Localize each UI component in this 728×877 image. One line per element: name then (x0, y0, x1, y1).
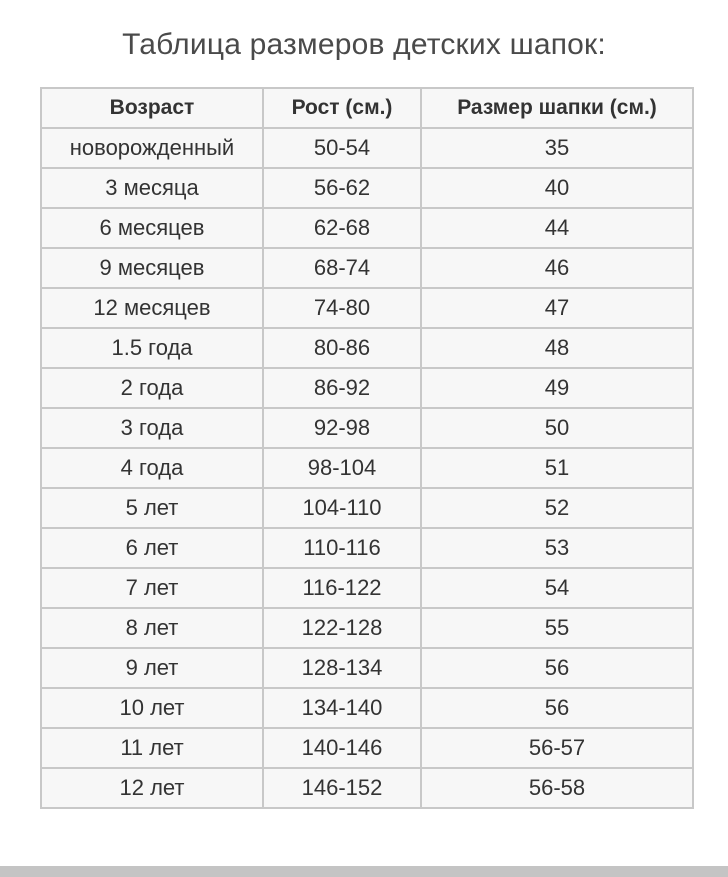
table-row (41, 168, 693, 208)
table-row (41, 408, 693, 448)
cell-height: 128-134 (263, 648, 421, 688)
header-age: Возраст (41, 88, 263, 128)
cell-age: 6 лет (41, 528, 263, 568)
cell-age: 2 года (41, 368, 263, 408)
cell-height: 92-98 (263, 408, 421, 448)
table-row (41, 328, 693, 368)
cell-hat-size: 55 (421, 608, 693, 648)
table-row (41, 528, 693, 568)
cell-age: 1.5 года (41, 328, 263, 368)
cell-age: 7 лет (41, 568, 263, 608)
cell-hat-size: 53 (421, 528, 693, 568)
cell-hat-size: 51 (421, 448, 693, 488)
cell-height: 134-140 (263, 688, 421, 728)
table-row (41, 448, 693, 488)
table-row (41, 288, 693, 328)
cell-age: 6 месяцев (41, 208, 263, 248)
cell-height: 116-122 (263, 568, 421, 608)
cell-hat-size: 44 (421, 208, 693, 248)
table-row (41, 208, 693, 248)
cell-height: 140-146 (263, 728, 421, 768)
cell-age: 11 лет (41, 728, 263, 768)
header-height: Рост (см.) (263, 88, 421, 128)
cell-hat-size: 56 (421, 648, 693, 688)
table-header-row (41, 88, 693, 128)
cell-height: 122-128 (263, 608, 421, 648)
cell-height: 86-92 (263, 368, 421, 408)
cell-height: 146-152 (263, 768, 421, 808)
cell-hat-size: 48 (421, 328, 693, 368)
cell-age: 12 лет (41, 768, 263, 808)
table-row (41, 488, 693, 528)
table-row (41, 688, 693, 728)
cell-age: 9 месяцев (41, 248, 263, 288)
cell-height: 68-74 (263, 248, 421, 288)
cell-hat-size: 56-57 (421, 728, 693, 768)
cell-age: 3 месяца (41, 168, 263, 208)
cell-hat-size: 52 (421, 488, 693, 528)
cell-hat-size: 40 (421, 168, 693, 208)
cell-hat-size: 47 (421, 288, 693, 328)
table-row (41, 728, 693, 768)
cell-height: 56-62 (263, 168, 421, 208)
table-row (41, 248, 693, 288)
cell-age: 12 месяцев (41, 288, 263, 328)
header-hat-size: Размер шапки (см.) (421, 88, 693, 128)
table-row (41, 568, 693, 608)
cell-age: 3 года (41, 408, 263, 448)
cell-height: 104-110 (263, 488, 421, 528)
cell-height: 110-116 (263, 528, 421, 568)
cell-hat-size: 49 (421, 368, 693, 408)
table-row (41, 768, 693, 808)
cell-age: 8 лет (41, 608, 263, 648)
cell-age: 4 года (41, 448, 263, 488)
cell-height: 50-54 (263, 128, 421, 168)
table-row (41, 368, 693, 408)
cell-hat-size: 46 (421, 248, 693, 288)
cell-hat-size: 35 (421, 128, 693, 168)
table-row (41, 648, 693, 688)
cell-hat-size: 54 (421, 568, 693, 608)
cell-age: 9 лет (41, 648, 263, 688)
table-row (41, 128, 693, 168)
cell-height: 74-80 (263, 288, 421, 328)
cell-hat-size: 56-58 (421, 768, 693, 808)
cell-hat-size: 50 (421, 408, 693, 448)
cell-age: 10 лет (41, 688, 263, 728)
cell-height: 98-104 (263, 448, 421, 488)
cell-age: 5 лет (41, 488, 263, 528)
size-table (40, 87, 694, 809)
cell-age: новорожденный (41, 128, 263, 168)
page-title: Таблица размеров детских шапок: (122, 28, 606, 61)
bottom-divider-bar (0, 866, 728, 877)
cell-hat-size: 56 (421, 688, 693, 728)
table-row (41, 608, 693, 648)
cell-height: 80-86 (263, 328, 421, 368)
cell-height: 62-68 (263, 208, 421, 248)
